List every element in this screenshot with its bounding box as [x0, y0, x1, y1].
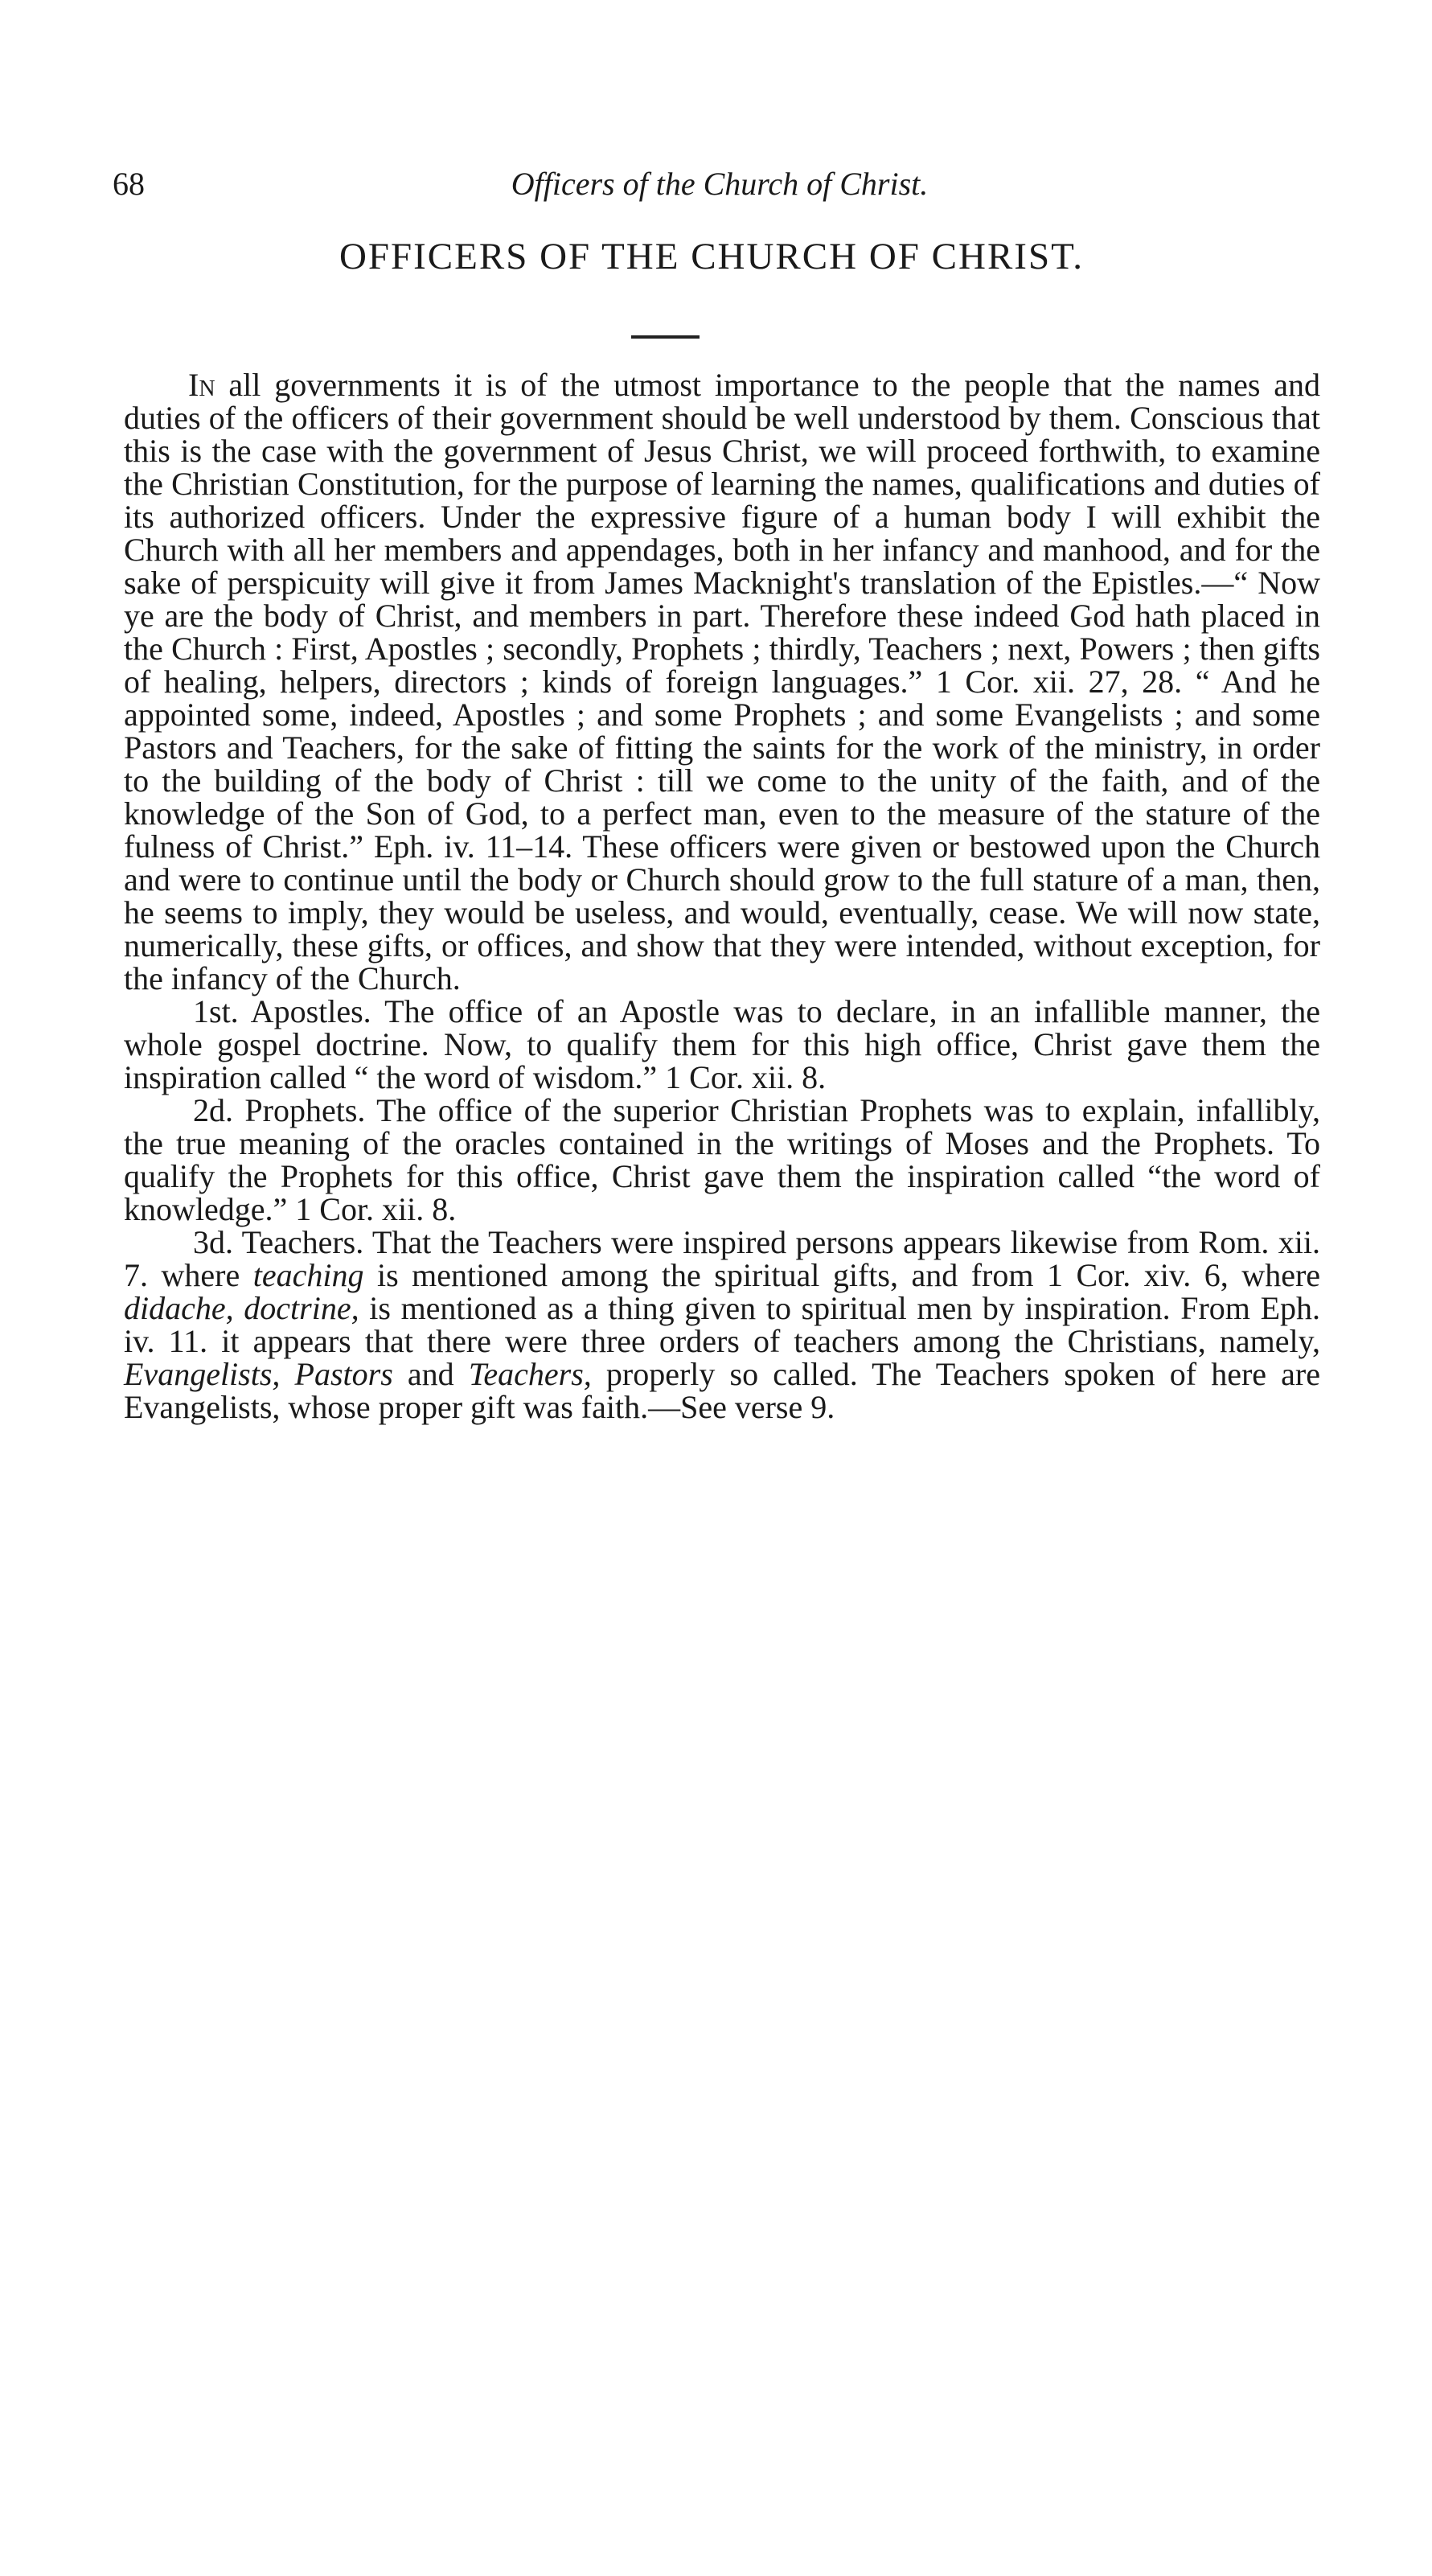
text-run: properly so called. The Teachers spoken of here are Evangelists, whose proper gift was faith.—See verse 9. — [124, 1356, 1321, 1425]
paragraph-apostles: 1st. Apostles. The office of an Apostle was to declare, in an infallible manner, the whole gospel doctrine. Now, to qualify them for this high office, Christ gave them the inspiration called “ the word of wisdom.” 1 Cor. xii. 8. — [124, 993, 1320, 1095]
text-run: 3d. Teachers. That the Teachers were inspired persons appears likewise from Rom. xii. 7. where — [124, 1224, 1320, 1293]
italic-didache: didache, doctrine, — [124, 1290, 359, 1326]
paragraph-prophets: 2d. Prophets. The office of the superior Christian Prophets was to explain, infallibly, the true meaning of the oracles contained in the writings of Moses and the Prophets. To qualify the Prophets for this office, Christ gave them the inspiration called “the word of knowledge.” 1 Cor. xii. 8. — [124, 1092, 1320, 1227]
paragraph-intro — [124, 368, 1320, 995]
chapter-title: OFFICERS OF THE CHURCH OF CHRIST. — [339, 236, 1085, 277]
page-number: 68 — [113, 166, 145, 202]
text-run: and — [407, 1356, 454, 1392]
italic-teachers: Teachers, — [468, 1356, 592, 1392]
italic-teaching: teaching — [252, 1257, 364, 1293]
text-run: is mentioned among the spiritual gifts, and from 1 Cor. xiv. 6, where — [376, 1257, 1321, 1293]
italic-pastors: Pastors — [294, 1356, 393, 1392]
title-rule — [631, 335, 700, 339]
running-title: Officers of the Church of Christ. — [511, 166, 929, 202]
text-run: is mentioned as a thing given to spiritual men by inspiration. From Eph. iv. 11. it appears that there were three orders of teachers among the Christians, namely, — [124, 1290, 1321, 1359]
dropcap-word: In — [188, 367, 215, 403]
running-head — [113, 165, 1319, 213]
paragraph-teachers — [124, 1226, 1320, 1424]
italic-evangelists: Evangelists, — [124, 1356, 281, 1392]
paragraph-intro-text: all governments it is of the utmost importance to the people that the names and duties of the officers of their government should be well understood by them. Conscious that this is the case with the government of Jesus Christ, we will proceed forthwith, to examine the Christian Constitution, for the purpose of learning the names, qualifications and duties of its authorized officers. Under the expressive figure of a human body I will exhibit the Church with all her members and appendages, both in her infancy and manhood, and for the sake of perspicuity will give it from James Macknight's translation of the Epistles.—“ Now ye are the body of Christ, and members in part. Therefore these indeed God hath placed in the Church : First, Apostles ; secondly, Prophets ; thirdly, Teachers ; next, Powers ; then gifts of healing, helpers, directors ; kinds of foreign languages.” 1 Cor. xii. 27, 28. “ And he appointed some, indeed, Apostles ; and some Prophets ; and some Evangelists ; and some Pastors and Teachers, for the sake of fitting the saints for the work of the ministry, in order to the building of the body of Christ : till we come to the unity of the faith, and of the knowledge of the Son of God, to a perfect man, even to the measure of the stature of the fulness of Christ.” Eph. iv. 11–14. These officers were given or bestowed upon the Church and were to continue until the body or Church should grow to the full stature of a man, then, he seems to imply, they would be useless, and would, eventually, cease. We will now state, numerically, these gifts, or offices, and show that they were intended, without exception, for the infancy of the Church. — [124, 367, 1321, 996]
body-text — [124, 368, 1320, 1424]
